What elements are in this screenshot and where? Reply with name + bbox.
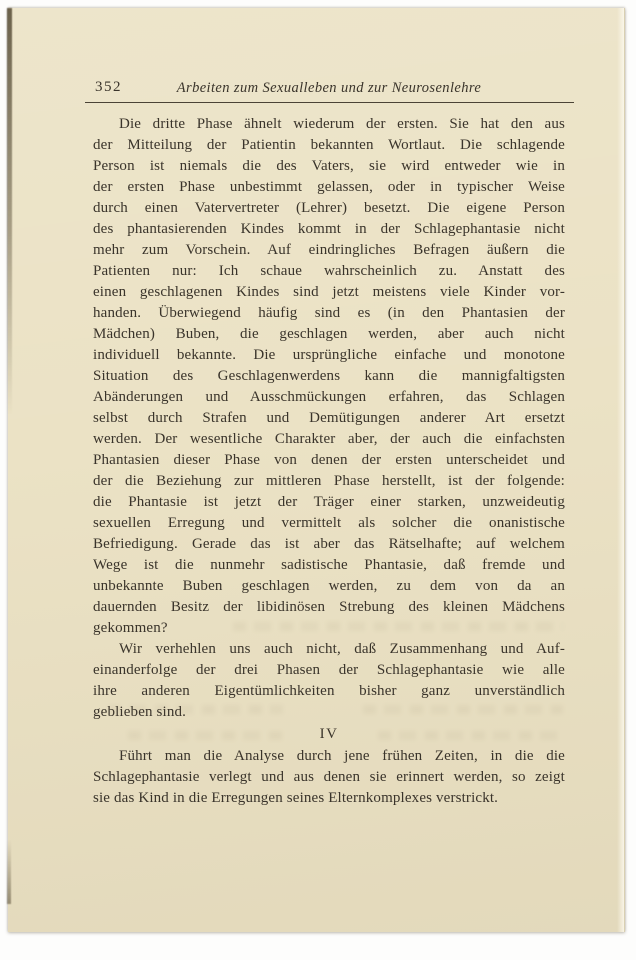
page-content [93, 78, 565, 809]
paragraph-fuehrt-man [93, 746, 565, 809]
page-header [93, 78, 565, 99]
page-edge-shadow-top [7, 8, 12, 415]
book-page [8, 8, 625, 932]
text-line: ihre anderen Eigentümlichkeiten bisher ganz unverständlich [93, 683, 565, 699]
text-line: selbst durch Strafen und Demütigungen anderer Art ersetzt [93, 410, 565, 426]
text-line: sexuellen Erregung und vermittelt als solcher die onanistische [93, 515, 565, 531]
text-line: der Mitteilung der Patientin bekannten Wortlaut. Die schlagende [93, 137, 565, 153]
text-line: durch einen Vatervertreter (Lehrer) besetzt. Die eigene Person [93, 200, 565, 216]
text-line: Abänderungen und Ausschmückungen erfahren, das Schlagen [93, 389, 565, 405]
page-edge-shadow-bottom [7, 840, 11, 904]
paragraph-third-phase [93, 114, 565, 639]
text-line: Schlagephantasie verlegt und aus denen sie erinnert werden, so zeigt [93, 769, 565, 785]
text-line: sie das Kind in die Erregungen seines Elternkomplexes verstrickt. [93, 790, 499, 806]
page-edge-highlight [617, 8, 625, 932]
paragraph-wir-verhehlen [93, 639, 565, 723]
text-line: dauernden Besitz der libidinösen Strebung des kleinen Mädchens [93, 599, 565, 615]
running-title: Arbeiten zum Sexualleben und zur Neurosenlehre [176, 80, 482, 96]
text-line: werden. Der wesentliche Charakter aber, der auch die einfachsten [93, 431, 565, 447]
text-line: Führt man die Analyse durch jene frühen Zeiten, in die die [119, 748, 565, 764]
text-line: handen. Überwiegend häufig sind es (in den Phantasien der [93, 305, 565, 321]
text-line: Patienten nur: Ich schaue wahrscheinlich zu. Anstatt des [93, 263, 565, 279]
text-line: Situation des Geschlagenwerdens kann die mannigfaltigsten [93, 368, 565, 384]
text-line: der ersten Phase unbestimmt gelassen, oder in typischer Weise [93, 179, 565, 195]
text-line: Wir verhehlen uns auch nicht, daß Zusammenhang und Auf- [119, 641, 565, 657]
section-heading-iv: IV [319, 726, 339, 742]
text-line: Person ist niemals die des Vaters, sie wird entweder wie in [93, 158, 565, 174]
text-line: Mädchen) Buben, die geschlagen werden, aber auch nicht [93, 326, 565, 342]
text-line: Die dritte Phase ähnelt wiederum der ersten. Sie hat den aus [119, 116, 565, 132]
header-rule [85, 102, 574, 103]
text-line: individuell bekannte. Die ursprüngliche einfache und monotone [93, 347, 565, 363]
text-line: unbekannte Buben geschlagen werden, zu dem von da an [93, 578, 565, 594]
text-line: der die Beziehung zur mittleren Phase herstellt, ist der folgende: [93, 473, 565, 489]
text-line: Phantasien dieser Phase von denen der ersten unterscheidet und [93, 452, 565, 468]
text-line: Befriedigung. Gerade das ist aber das Rätselhafte; auf welchem [93, 536, 565, 552]
text-line: geblieben sind. [93, 704, 187, 720]
text-line: gekommen? [93, 620, 168, 636]
text-line: des phantasierenden Kindes kommt in der Schlagephantasie nicht [93, 221, 565, 237]
page-number: 352 [95, 79, 122, 95]
text-line: einen geschlagenen Kindes sind jetzt meistens viele Kinder vor- [93, 284, 565, 300]
text-line: mehr zum Vorschein. Auf eindringliches Befragen äußern die [93, 242, 565, 258]
body-text [93, 114, 565, 809]
text-line: Wege ist die nunmehr sadistische Phantasie, daß fremde und [93, 557, 565, 573]
text-line: einanderfolge der drei Phasen der Schlagephantasie wie alle [93, 662, 565, 678]
text-line: die Phantasie ist jetzt der Träger einer starken, unzweideutig [93, 494, 565, 510]
